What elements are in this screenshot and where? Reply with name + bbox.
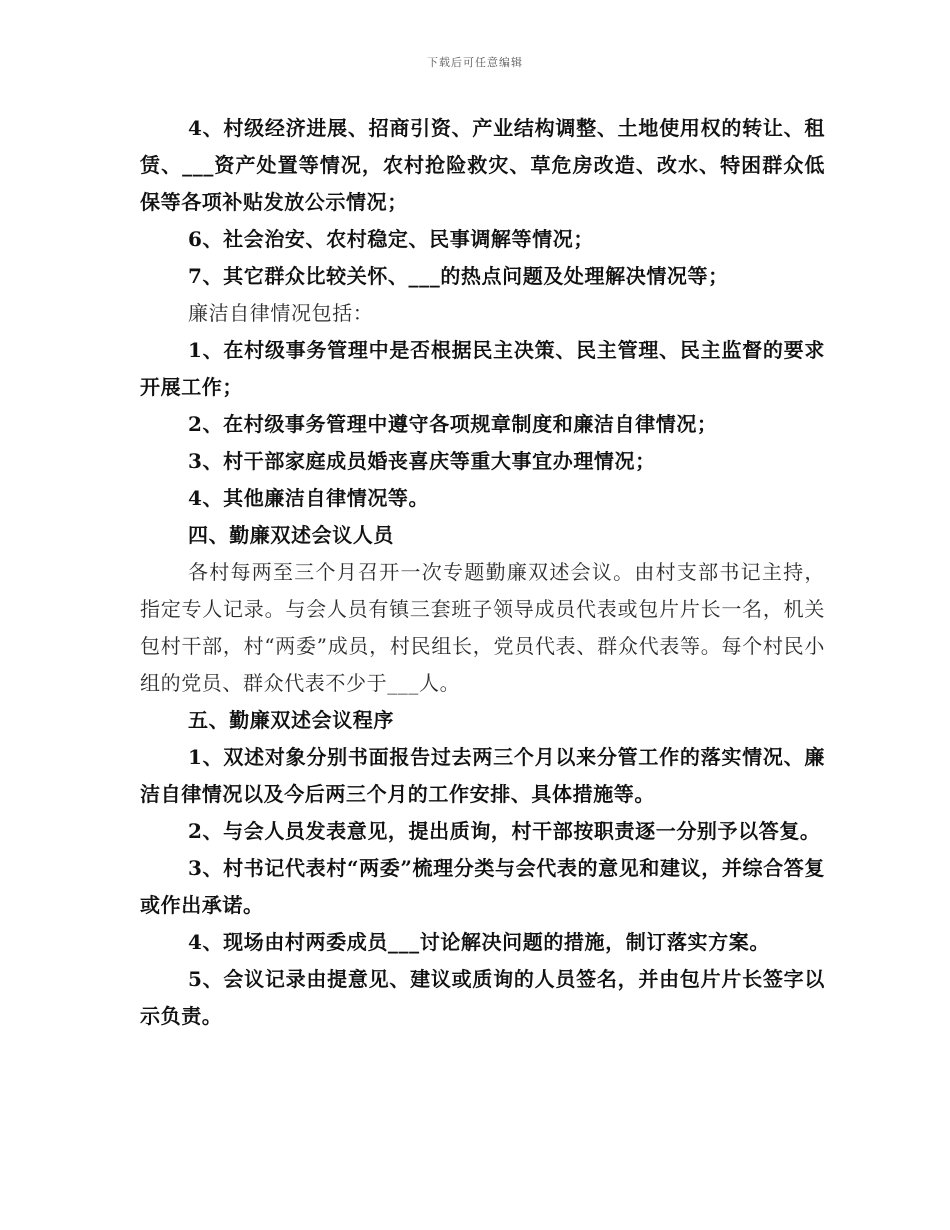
paragraph: 7、其它群众比较关怀、___的热点问题及处理解决情况等；: [188, 264, 729, 288]
document-body: [140, 110, 825, 1035]
paragraph: 4、其他廉洁自律情况等。: [188, 486, 430, 510]
paragraph: 3、村书记代表村“两委”梳理分类与会代表的意见和建议，并综合答复或作出承诺。: [140, 856, 825, 917]
paragraph: 2、在村级事务管理中遵守各项规章制度和廉洁自律情况；: [188, 412, 718, 436]
paragraph: 3、村干部家庭成员婚丧喜庆等重大事宜办理情况；: [188, 449, 656, 473]
paragraph: 4、村级经济进展、招商引资、产业结构调整、土地使用权的转让、租赁、___资产处置等情况，农村抢险救灾、草危房改造、改水、特困群众低保等各项补贴发放公示情况；: [140, 116, 825, 214]
paragraph: 廉洁自律情况包括：: [188, 301, 374, 325]
paragraph: 1、在村级事务管理中是否根据民主决策、民主管理、民主监督的要求开展工作；: [140, 338, 825, 399]
section-heading: 五、勤廉双述会议程序: [188, 708, 394, 732]
paragraph: 5、会议记录由提意见、建议或质询的人员签名，并由包片片长签字以示负责。: [140, 967, 825, 1028]
paragraph: 6、社会治安、农村稳定、民事调解等情况；: [188, 227, 594, 251]
paragraph: 1、双述对象分别书面报告过去两三个月以来分管工作的落实情况、廉洁自律情况以及今后两三个月的工作安排、具体措施等。: [140, 745, 825, 806]
page-header-note: 下载后可任意编辑: [427, 56, 523, 69]
paragraph: 4、现场由村两委成员___讨论解决问题的措施，制订落实方案。: [188, 930, 770, 954]
section-heading: 四、勤廉双述会议人员: [188, 523, 394, 547]
paragraph: 各村每两至三个月召开一次专题勤廉双述会议。由村支部书记主持，指定专人记录。与会人员有镇三套班子领导成员代表或包片片长一名，机关包村干部，村“两委”成员，村民组长，党员代表、群众代表等。每个村民小组的党员、群众代表不少于___人。: [140, 560, 825, 695]
paragraph: 2、与会人员发表意见，提出质询，村干部按职责逐一分别予以答复。: [188, 819, 821, 843]
